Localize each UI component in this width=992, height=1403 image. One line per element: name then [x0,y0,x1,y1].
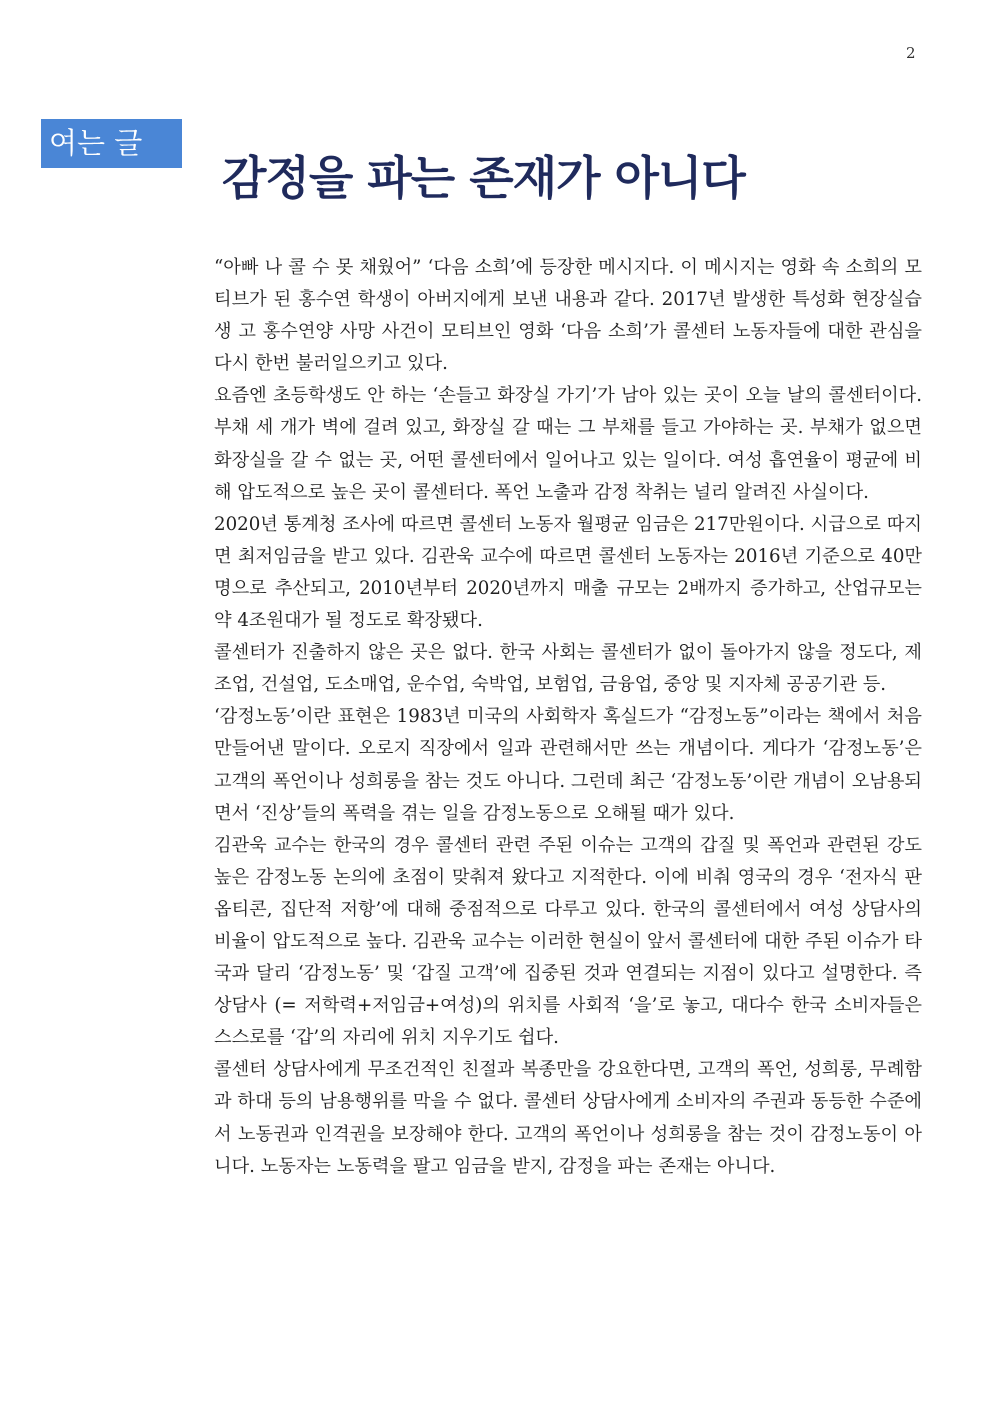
paragraph: “아빠 나 콜 수 못 채웠어” ‘다음 소희’에 등장한 메시지다. 이 메시지는 영화 속 소희의 모티브가 된 홍수연 학생이 아버지에게 보낸 내용과 같다. 2017년 발생한 특성화 현장실습생 고 홍수연양 사망 사건이 모티브인 영화 ‘다음 소희’가 콜센터 노동자들에 대한 관심을 다시 한번 불러일으키고 있다. [214,257,922,375]
paragraph: ‘감정노동’이란 표현은 1983년 미국의 사회학자 혹실드가 “감정노동”이라는 책에서 처음 만들어낸 말이다. 오로지 직장에서 일과 관련해서만 쓰는 개념이다. 게다가 ‘감정노동’은 고객의 폭언이나 성희롱을 참는 것도 아니다. 그런데 최근 ‘감정노동’이란 개념이 오남용되면서 ‘진상’들의 폭력을 겪는 일을 감정노동으로 오해될 때가 있다. [214,706,922,824]
page-title: 감정을 파는 존재가 아니다 [222,151,745,205]
page-number: 2 [906,44,916,62]
paragraph: 콜센터가 진출하지 않은 곳은 없다. 한국 사회는 콜센터가 없이 돌아가지 않을 정도다, 제조업, 건설업, 도소매업, 운수업, 숙박업, 보험업, 금융업, 중앙 및 지자체 공공기관 등. [214,642,922,696]
paragraph: 김관욱 교수는 한국의 경우 콜센터 관련 주된 이슈는 고객의 갑질 및 폭언과 관련된 강도 높은 감정노동 논의에 초점이 맞춰져 왔다고 지적한다. 이에 비춰 영국의 경우 ‘전자식 판옵티콘, 집단적 저항’에 대해 중점적으로 다루고 있다. 한국의 콜센터에서 여성 상담사의 비율이 압도적으로 높다. 김관욱 교수는 이러한 현실이 앞서 콜센터에 대한 주된 이슈가 타국과 달리 ‘감정노동’ 및 ‘갑질 고객’에 집중된 것과 연결되는 지점이 있다고 설명한다. 즉 상담사 (= 저학력+저임금+여성)의 위치를 사회적 ‘을’로 놓고, 대다수 한국 소비자들은 스스로를 ‘갑’의 자리에 위치 지우기도 쉽다. [214,834,922,1049]
article-body [214,252,922,1183]
paragraph: 요즘엔 초등학생도 안 하는 ‘손들고 화장실 가기’가 남아 있는 곳이 오늘 날의 콜센터이다. 부채 세 개가 벽에 걸려 있고, 화장실 갈 때는 그 부채를 들고 가야하는 곳. 부채가 없으면 화장실을 갈 수 없는 곳, 어떤 콜센터에서 일어나고 있는 일이다. 여성 흡연율이 평균에 비해 압도적으로 높은 곳이 콜센터다. 폭언 노출과 감정 착취는 널리 알려진 사실이다. [214,385,922,503]
section-label: 여는 글 [41,119,182,168]
paragraph: 콜센터 상담사에게 무조건적인 친절과 복종만을 강요한다면, 고객의 폭언, 성희롱, 무례함과 하대 등의 남용행위를 막을 수 없다. 콜센터 상담사에게 소비자의 주권과 동등한 수준에서 노동권과 인격권을 보장해야 한다. 고객의 폭언이나 성희롱을 참는 것이 감정노동이 아니다. 노동자는 노동력을 팔고 임금을 받지, 감정을 파는 존재는 아니다. [214,1059,922,1177]
paragraph: 2020년 통계청 조사에 따르면 콜센터 노동자 월평균 임금은 217만원이다. 시급으로 따지면 최저임금을 받고 있다. 김관욱 교수에 따르면 콜센터 노동자는 2016년 기준으로 40만명으로 추산되고, 2010년부터 2020년까지 매출 규모는 2배까지 증가하고, 산업규모는 약 4조원대가 될 정도로 확장됐다. [214,513,922,632]
